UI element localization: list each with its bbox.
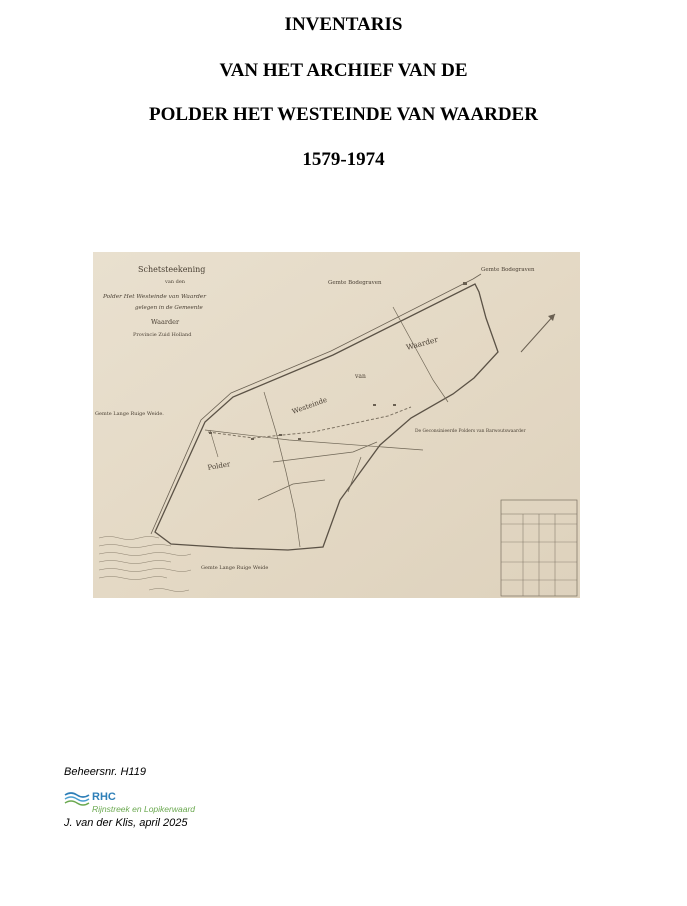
map-word-van: van <box>355 373 366 380</box>
beheersnr: Beheersnr. H119 <box>64 766 146 778</box>
map-word-waarder: Waarder <box>405 334 439 352</box>
author-date: J. van der Klis, april 2025 <box>64 817 188 829</box>
map-heading-small: van den <box>165 279 185 285</box>
map-located: gelegen in de Gemeente <box>135 305 203 311</box>
map-word-polder: Polder <box>206 460 231 472</box>
map-paper <box>93 252 580 598</box>
map-label-lange-ruige-weide-bottom: Gemte Lange Ruige Weide <box>201 565 269 571</box>
rhc-logo-subtitle: Rijnstreek en Lopikerwaard <box>92 804 195 814</box>
map-word-westeinde: Westeinde <box>290 395 329 416</box>
map-label-bodegraven-top: Gemte Bodegraven <box>328 280 382 286</box>
title-line-3: POLDER HET WESTEINDE VAN WAARDER <box>149 104 538 125</box>
map-label-lange-ruige-weide-left: Gemte Lange Ruige Weide. <box>95 411 164 417</box>
map-label-bodegraven-corner: Gemte Bodegraven <box>481 267 535 273</box>
title-years: 1579-1974 <box>302 149 385 170</box>
rhc-logo-name: RHC <box>92 791 116 803</box>
map-municipality: Waarder <box>151 318 180 326</box>
title-line-1: INVENTARIS <box>284 14 403 35</box>
map-heading: Schetsteekening <box>138 265 206 274</box>
map-polder-name: Polder Het Westeinde van Waarder <box>103 294 207 300</box>
map-label-geconsinieerde: De Geconsinieerde Polders van Barwoutswaarder <box>415 429 526 434</box>
rhc-logo <box>64 790 224 816</box>
title-line-2: VAN HET ARCHIEF VAN DE <box>219 60 468 81</box>
polder-map-svg <box>93 252 580 598</box>
rhc-logo-icon <box>64 790 90 806</box>
map-province: Provincie Zuid Holland <box>133 332 192 338</box>
polder-map-image <box>93 252 580 598</box>
